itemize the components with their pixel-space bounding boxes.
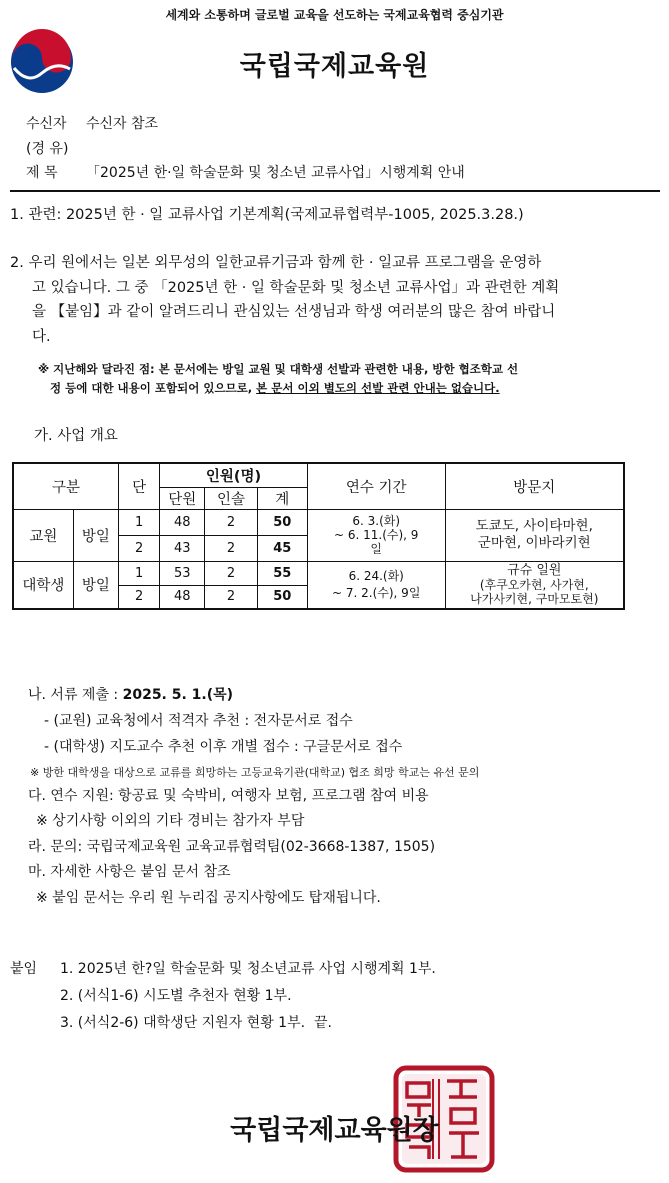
recipient-label: 수신자 xyxy=(26,116,67,132)
section-na-line: - (대학생) 지도교수 추천 이후 개별 접수 : 구글문서로 접수 xyxy=(44,739,403,755)
student-label: 대학생 xyxy=(13,561,73,609)
table-cell: 2 xyxy=(205,535,257,561)
period-line: 6. 24.(화) xyxy=(348,568,404,583)
places-line: (후쿠오카현, 사가현, xyxy=(479,577,589,592)
attachment-item xyxy=(60,1012,332,1032)
section-na-label: 나. 서류 제출 : xyxy=(28,687,119,703)
item-2-line: 다. xyxy=(32,328,51,345)
table-cell: 45 xyxy=(257,535,307,561)
student-direction: 방일 xyxy=(73,561,118,609)
change-note xyxy=(38,360,658,398)
section-na-title xyxy=(28,684,233,704)
header-members: 단원 xyxy=(160,487,205,509)
header-places: 방문지 xyxy=(445,463,624,509)
table-cell: 50 xyxy=(257,585,307,609)
issuer-name: 국립국제교육원장 xyxy=(230,1115,439,1146)
item-2-line: 을 【붙임】과 같이 알려드리니 관심있는 선생님과 학생 여러분의 많은 참여 바랍니 xyxy=(32,304,556,320)
teacher-period xyxy=(307,509,445,561)
header-category: 구분 xyxy=(13,463,119,509)
places-line: 나가사키현, 구마모토현) xyxy=(470,591,599,606)
item-1: 1. 관련: 2025년 한 · 일 교류사업 기본계획(국제교류협력부-1005, 2025.3.28.) xyxy=(10,207,524,223)
header-people: 인원(명) xyxy=(160,463,308,487)
header-divider xyxy=(10,190,660,192)
period-line: ~ 6. 11.(수), 9 xyxy=(334,528,419,542)
section-na-line: - (교원) 교육청에서 적격자 추천 : 전자문서로 접수 xyxy=(44,713,353,729)
recipient-row xyxy=(26,113,158,133)
table-cell: 1 xyxy=(119,509,160,535)
change-note-line: ※ 지난해와 달라진 점: 본 문서에는 방일 교원 및 대학생 선발과 관련한 내용, 방한 협조학교 선 xyxy=(38,362,519,376)
section-ma-note: ※ 붙임 문서는 우리 원 누리집 공지사항에도 탑재됩니다. xyxy=(36,890,381,906)
places-line: 규슈 일원 xyxy=(507,562,562,578)
period-line: ~ 7. 2.(수), 9일 xyxy=(332,585,421,600)
table-cell: 2 xyxy=(119,585,160,609)
subject-row xyxy=(26,162,465,182)
table-cell: 43 xyxy=(160,535,205,561)
teacher-label: 교원 xyxy=(13,509,73,561)
header-motto: 세계와 소통하며 글로벌 교육을 선도하는 국제교육협력 중심기관 xyxy=(165,8,504,22)
header-escort: 인솔 xyxy=(205,487,257,509)
end-mark: 끝. xyxy=(313,1015,332,1031)
change-note-underlined: 본 문서 이외 별도의 선발 관련 안내는 없습니다. xyxy=(256,381,500,395)
table-cell: 48 xyxy=(160,585,205,609)
table-cell: 2 xyxy=(119,535,160,561)
attachment-item-text: 3. (서식2-6) 대학생단 지원자 현황 1부. xyxy=(60,1015,306,1031)
section-ma-title: 마. 자세한 사항은 붙임 문서 참조 xyxy=(28,864,231,880)
period-line: 6. 3.(화) xyxy=(352,514,401,528)
subject-label: 제 목 xyxy=(26,165,58,181)
header-dan: 단 xyxy=(119,463,160,509)
attachment-label: 붙임 xyxy=(10,961,38,977)
section-da-note: ※ 상기사항 이외의 기타 경비는 참가자 부담 xyxy=(36,813,305,829)
student-period xyxy=(307,561,445,609)
table-cell: 55 xyxy=(257,561,307,585)
section-da-title: 다. 연수 지원: 항공료 및 숙박비, 여행자 보험, 프로그램 참여 비용 xyxy=(28,788,429,804)
table-cell: 2 xyxy=(205,585,257,609)
teacher-direction: 방일 xyxy=(73,509,118,561)
table-cell: 50 xyxy=(257,509,307,535)
places-line: 도쿄도, 사이타마현, xyxy=(475,518,593,534)
period-line: 일 xyxy=(370,542,383,556)
section-ra-title: 라. 문의: 국립국제교육원 교육교류협력팀(02-3668-1387, 1505) xyxy=(28,839,436,855)
student-places xyxy=(445,561,624,609)
section-na-date: 2025. 5. 1.(목) xyxy=(122,687,234,703)
org-title: 국립국제교육원 xyxy=(239,51,430,82)
via-label: (경 유) xyxy=(26,141,69,157)
change-note-line: 정 등에 대한 내용이 포함되어 있으므로, xyxy=(50,381,253,395)
item-2-line: 2. 우리 원에서는 일본 외무성의 일한교류기금과 함께 한 · 일교류 프로그램을 운영하 xyxy=(10,255,542,271)
item-2 xyxy=(10,251,660,349)
attachment-item: 2. (서식1-6) 시도별 추천자 현황 1부. xyxy=(60,988,292,1004)
header-period: 연수 기간 xyxy=(307,463,445,509)
table-cell: 48 xyxy=(160,509,205,535)
section-ga-title: 가. 사업 개요 xyxy=(34,428,118,444)
recipient-value: 수신자 참조 xyxy=(86,116,159,132)
teacher-places xyxy=(445,509,624,561)
places-line: 군마현, 이바라키현 xyxy=(477,535,591,551)
table-cell: 53 xyxy=(160,561,205,585)
header-total: 계 xyxy=(257,487,307,509)
attachment-item: 1. 2025년 한?일 학술문화 및 청소년교류 사업 시행계획 1부. xyxy=(60,961,436,977)
program-table xyxy=(12,462,625,610)
section-na-note: ※ 방한 대학생을 대상으로 교류를 희망하는 고등교육기관(대학교) 협조 희망 학교는 유선 문의 xyxy=(30,766,480,779)
subject-value: 「2025년 한·일 학술문화 및 청소년 교류사업」시행계획 안내 xyxy=(86,165,465,181)
table-cell: 2 xyxy=(205,509,257,535)
table-cell: 1 xyxy=(119,561,160,585)
item-2-line: 고 있습니다. 그 중 「2025년 한 · 일 학술문화 및 청소년 교류사업」과 관련한 계획 xyxy=(32,279,560,296)
table-cell: 2 xyxy=(205,561,257,585)
